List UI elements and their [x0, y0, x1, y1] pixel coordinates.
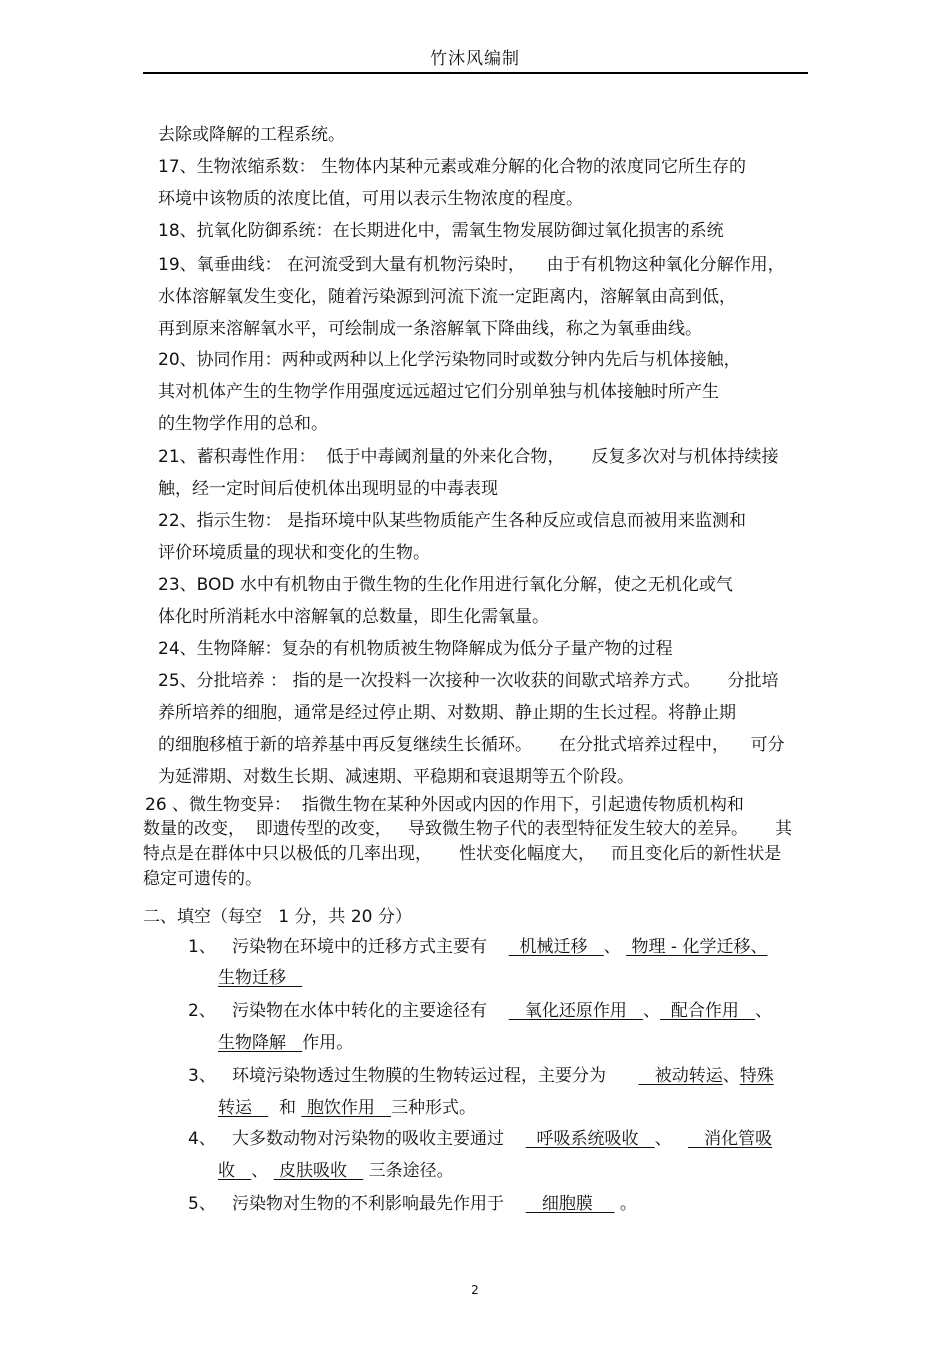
- fill-question-1-cont: [218, 968, 302, 988]
- body-line: 数量的改变， 即遗传型的改变， 导致微生物子代的表型特征发生较大的差异。 其: [143, 819, 793, 839]
- question-mid: 和: [279, 1098, 297, 1118]
- body-line: 养所培养的细胞，通常是经过停止期、对数期、静止期的生长过程。将静止期: [158, 703, 736, 723]
- body-line: 21、蓄积毒性作用： 低于中毒阈剂量的外来化合物， 反复多次对与机体持续接: [158, 447, 779, 467]
- body-line: 去除或降解的工程系统。: [158, 125, 345, 145]
- question-text: 大多数动物对污染物的吸收主要通过: [232, 1129, 505, 1149]
- body-line: 其对机体产生的生物学作用强度远远超过它们分别单独与机体接触时所产生: [158, 382, 719, 402]
- answer-blank: 胞饮作用: [301, 1098, 392, 1118]
- answer-blank: 机械迁移: [508, 937, 604, 957]
- body-line: 环境中该物质的浓度比值，可用以表示生物浓度的程度。: [158, 189, 583, 209]
- answer-blank: 被动转运: [638, 1066, 723, 1086]
- answer-blank: 氧化还原作用: [508, 1001, 644, 1021]
- body-line: 20、协同作用：两种或两种以上化学污染物同时或数分钟内先后与机体接触，: [158, 350, 741, 370]
- answer-blank: 消化管吸: [687, 1129, 773, 1149]
- question-number: 1、: [188, 937, 216, 957]
- answer-blank: 物理 - 化学迁移、: [626, 937, 768, 957]
- body-line: 25、分批培养 ： 指的是一次投料一次接种一次收获的间歇式培养方式。 分批培: [158, 671, 779, 691]
- answer-blank: 转运: [218, 1098, 269, 1118]
- fill-question-2: [188, 1001, 772, 1021]
- body-line: 触，经一定时间后使机体出现明显的中毒表现: [158, 479, 498, 499]
- question-text: 污染物在环境中的迁移方式主要有: [232, 937, 488, 957]
- separator: 、: [643, 1001, 661, 1021]
- body-line: 26 、微生物变异： 指微生物在某种外因或内因的作用下，引起遗传物质机构和: [145, 795, 744, 815]
- question-number: 4、: [188, 1129, 216, 1149]
- answer-blank: 配合作用: [660, 1001, 756, 1021]
- body-line: 的细胞移植于新的培养基中再反复继续生长循环。 在分批式培养过程中， 可分: [158, 735, 785, 755]
- answer-blank: 细胞膜: [525, 1194, 615, 1214]
- answer-blank: 呼吸系统吸收: [525, 1129, 655, 1149]
- body-line: 再到原来溶解氧水平，可绘制成一条溶解氧下降曲线，称之为氧垂曲线。: [158, 319, 702, 339]
- answer-blank: 生物迁移: [218, 968, 303, 988]
- body-line: 19、氧垂曲线： 在河流受到大量有机物污染时， 由于有机物这种氧化分解作用，: [158, 255, 785, 275]
- answer-blank: 特殊: [739, 1066, 774, 1086]
- body-line: 18、抗氧化防御系统：在长期进化中，需氧生物发展防御过氧化损害的系统: [158, 221, 724, 241]
- body-line: 体化时所消耗水中溶解氧的总数量，即生化需氧量。: [158, 607, 549, 627]
- question-text: 污染物在水体中转化的主要途径有: [232, 1001, 488, 1021]
- question-tail: 作用。: [302, 1033, 354, 1053]
- question-text: 环境污染物透过生物膜的生物转运过程，主要分为: [232, 1066, 607, 1086]
- fill-question-4-cont: [218, 1161, 454, 1181]
- fill-question-1: [188, 937, 767, 957]
- separator: 、: [251, 1161, 269, 1181]
- question-tail: 三种形式。: [391, 1098, 477, 1118]
- separator: 、: [654, 1129, 672, 1149]
- separator: 、: [603, 937, 621, 957]
- body-line: 23、BOD 水中有机物由于微生物的生化作用进行氧化分解，使之无机化或气: [158, 575, 733, 595]
- question-text: 污染物对生物的不利影响最先作用于: [232, 1194, 505, 1214]
- body-line: 特点是在群体中只以极低的几率出现， 性状变化幅度大， 而且变化后的新性状是: [143, 844, 782, 864]
- fill-question-3: [188, 1066, 774, 1086]
- question-number: 5、: [188, 1194, 216, 1214]
- fill-question-2-cont: [218, 1033, 353, 1053]
- body-line: 水体溶解氧发生变化，随着污染源到河流下流一定距离内，溶解氧由高到低，: [158, 287, 736, 307]
- question-number: 2、: [188, 1001, 216, 1021]
- body-line: 为延滞期、对数生长期、减速期、平稳期和衰退期等五个阶段。: [158, 767, 634, 787]
- body-line: 评价环境质量的现状和变化的生物。: [158, 543, 430, 563]
- body-line: 24、生物降解：复杂的有机物质被生物降解成为低分子量产物的过程: [158, 639, 673, 659]
- fill-question-3-cont: [218, 1098, 476, 1118]
- separator: 、: [722, 1066, 740, 1086]
- body-line: 22、指示生物： 是指环境中队某些物质能产生各种反应或信息而被用来监测和: [158, 511, 747, 531]
- header-divider: [143, 72, 808, 74]
- question-tail: 。: [619, 1194, 637, 1214]
- body-line: 的生物学作用的总和。: [158, 414, 328, 434]
- answer-blank: 生物降解: [218, 1033, 303, 1053]
- fill-question-5: [188, 1194, 637, 1214]
- body-line: 稳定可遗传的。: [143, 869, 262, 889]
- question-number: 3、: [188, 1066, 216, 1086]
- question-tail: 三条途径。: [368, 1161, 454, 1181]
- fill-question-4: [188, 1129, 772, 1149]
- body-line: 17、生物浓缩系数： 生物体内某种元素或难分解的化合物的浓度同它所生存的: [158, 157, 747, 177]
- section-title: 二、填空（每空 1 分，共 20 分）: [143, 907, 412, 927]
- answer-blank: 收: [218, 1161, 252, 1181]
- separator: 、: [755, 1001, 773, 1021]
- answer-blank: 皮肤吸收: [273, 1161, 364, 1181]
- page-header-title: 竹沐风编制: [430, 49, 520, 69]
- page-number: 2: [471, 1283, 479, 1297]
